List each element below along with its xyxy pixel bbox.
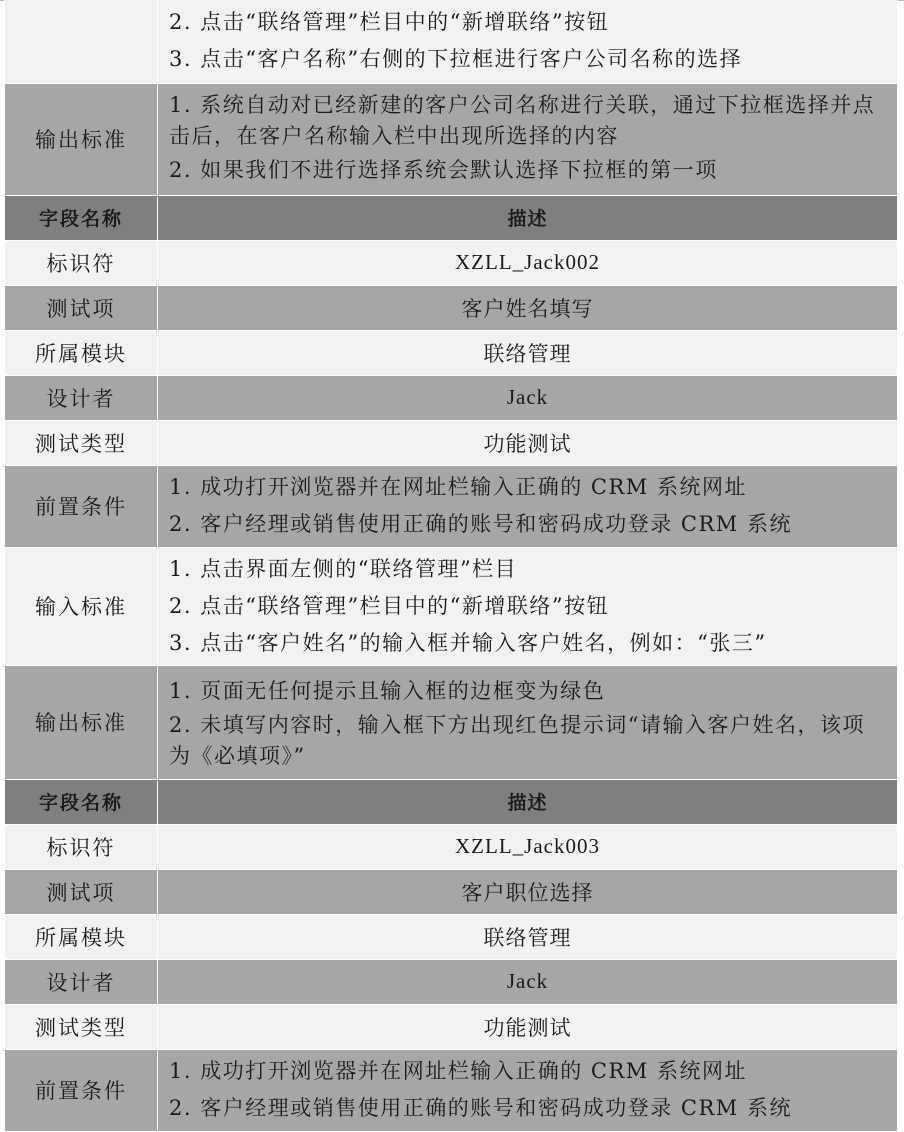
- input-standard-label: 输入标准: [5, 547, 158, 665]
- list-item: 1. 系统自动对已经新建的客户公司名称进行关联，通过下拉框选择并点击后，在客户名称输入栏中出现所选择的内容: [169, 92, 876, 148]
- list-item: 3. 点击“客户名称”右侧的下拉框进行客户公司名称的选择: [169, 47, 743, 72]
- table-row: [5, 959, 898, 1004]
- precondition-label: 前置条件: [5, 465, 158, 547]
- empty-label-cell: [5, 0, 158, 83]
- test-item-value: 客户姓名填写: [158, 285, 898, 330]
- table-row: [5, 83, 898, 195]
- identifier-label: 标识符: [5, 824, 158, 869]
- table-row: [5, 547, 898, 665]
- designer-value: Jack: [158, 959, 898, 1004]
- table-row: [5, 375, 898, 420]
- list-item: 1. 成功打开浏览器并在网址栏输入正确的 CRM 系统网址: [169, 475, 747, 499]
- table-row: [5, 0, 898, 83]
- module-value: 联络管理: [158, 914, 898, 959]
- designer-label: 设计者: [5, 375, 158, 420]
- module-label: 所属模块: [5, 914, 158, 959]
- output-standard-cell: [158, 665, 898, 779]
- table-row: [5, 824, 898, 869]
- test-item-label: 测试项: [5, 285, 158, 330]
- designer-label: 设计者: [5, 959, 158, 1004]
- output-standard-cell: [158, 83, 898, 195]
- test-item-label: 测试项: [5, 869, 158, 914]
- module-value: 联络管理: [158, 330, 898, 375]
- module-label: 所属模块: [5, 330, 158, 375]
- test-type-value: 功能测试: [158, 1004, 898, 1049]
- output-standard-label: 输出标准: [5, 665, 158, 779]
- list-item: 1. 成功打开浏览器并在网址栏输入正确的 CRM 系统网址: [169, 1059, 747, 1083]
- table-row: [5, 420, 898, 465]
- test-type-label: 测试类型: [5, 1004, 158, 1049]
- table-row: [5, 240, 898, 285]
- identifier-label: 标识符: [5, 240, 158, 285]
- list-item: 2. 点击“联络管理”栏目中的“新增联络”按钮: [169, 593, 610, 618]
- list-item: 2. 客户经理或销售使用正确的账号和密码成功登录 CRM 系统: [169, 1096, 792, 1120]
- test-item-value: 客户职位选择: [158, 869, 898, 914]
- list-item: 2. 客户经理或销售使用正确的账号和密码成功登录 CRM 系统: [169, 512, 792, 536]
- list-item: 2. 点击“联络管理”栏目中的“新增联络”按钮: [169, 10, 610, 35]
- field-name-header: 字段名称: [5, 779, 158, 824]
- field-name-header: 字段名称: [5, 195, 158, 240]
- precondition-cell: [158, 1049, 898, 1131]
- precondition-label: 前置条件: [5, 1049, 158, 1131]
- test-case-table: [4, 0, 898, 1132]
- table-row: [5, 1049, 898, 1131]
- test-type-label: 测试类型: [5, 420, 158, 465]
- test-type-value: 功能测试: [158, 420, 898, 465]
- description-header: 描述: [158, 195, 898, 240]
- table-header-row: [5, 195, 898, 240]
- identifier-value: XZLL_Jack003: [158, 824, 898, 869]
- table-row: [5, 330, 898, 375]
- list-item: 1. 点击界面左侧的“联络管理”栏目: [169, 556, 518, 581]
- table-header-row: [5, 779, 898, 824]
- list-item: 2. 如果我们不进行选择系统会默认选择下拉框的第一项: [169, 157, 718, 182]
- input-standard-cell: [158, 547, 898, 665]
- list-item: 2. 未填写内容时，输入框下方出现红色提示词“请输入客户姓名，该项为《必填项》”: [169, 712, 865, 768]
- list-item: 3. 点击“客户姓名”的输入框并输入客户姓名，例如：“张三”: [169, 630, 767, 655]
- identifier-value: XZLL_Jack002: [158, 240, 898, 285]
- table-row: [5, 914, 898, 959]
- table-row: [5, 665, 898, 779]
- table-row: [5, 465, 898, 547]
- input-standard-cell: [158, 0, 898, 83]
- table-row: [5, 1004, 898, 1049]
- description-header: 描述: [158, 779, 898, 824]
- output-standard-label: 输出标准: [5, 83, 158, 195]
- designer-value: Jack: [158, 375, 898, 420]
- table-row: [5, 869, 898, 914]
- precondition-cell: [158, 465, 898, 547]
- list-item: 1. 页面无任何提示且输入框的边框变为绿色: [169, 678, 606, 703]
- table-row: [5, 285, 898, 330]
